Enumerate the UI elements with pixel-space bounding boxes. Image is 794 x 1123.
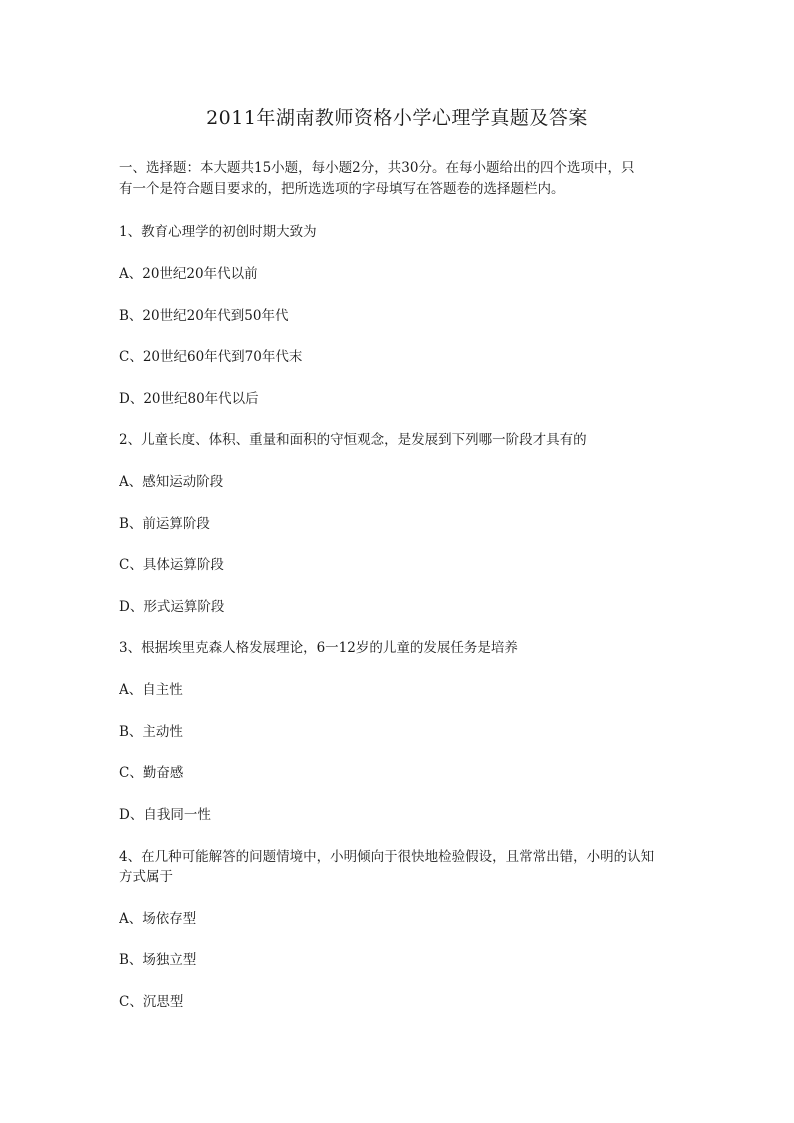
question-2-stem: 2、儿童长度、体积、重量和面积的守恒观念，是发展到下列哪一阶段才具有的 xyxy=(119,432,587,448)
question-1-option-c: C、20世纪60年代到70年代末 xyxy=(119,349,303,365)
document-title: 2011年湖南教师资格小学心理学真题及答案 xyxy=(206,107,588,129)
question-4-option-a: A、场依存型 xyxy=(119,911,197,927)
question-3-option-d: D、自我同一性 xyxy=(119,807,211,823)
question-2-option-c: C、具体运算阶段 xyxy=(119,557,224,573)
question-1-option-d: D、20世纪80年代以后 xyxy=(119,391,259,407)
section-intro-line-2: 有一个是符合题目要求的，把所选选项的字母填写在答题卷的选择题栏内。 xyxy=(119,181,565,197)
question-2-option-b: B、前运算阶段 xyxy=(119,516,210,532)
question-1-stem: 1、教育心理学的初创时期大致为 xyxy=(119,224,317,240)
section-intro-line-1: 一、选择题：本大题共15小题，每小题2分，共30分。在每小题给出的四个选项中，只 xyxy=(119,160,635,176)
question-3-option-b: B、主动性 xyxy=(119,724,183,740)
question-1-option-a: A、20世纪20年代以前 xyxy=(119,266,258,282)
question-4-stem-line-1: 4、在几种可能解答的问题情境中，小明倾向于很快地检验假设，且常常出错，小明的认知 xyxy=(119,849,655,865)
question-4-option-c: C、沉思型 xyxy=(119,994,184,1010)
question-3-option-c: C、勤奋感 xyxy=(119,765,184,781)
question-4-stem-line-2: 方式属于 xyxy=(119,869,173,885)
question-2-option-d: D、形式运算阶段 xyxy=(119,599,225,615)
question-2-option-a: A、感知运动阶段 xyxy=(119,474,224,490)
question-4-option-b: B、场独立型 xyxy=(119,952,197,968)
question-3-stem: 3、根据埃里克森人格发展理论，6一12岁的儿童的发展任务是培养 xyxy=(119,640,518,656)
question-1-option-b: B、20世纪20年代到50年代 xyxy=(119,308,289,324)
question-3-option-a: A、自主性 xyxy=(119,682,183,698)
